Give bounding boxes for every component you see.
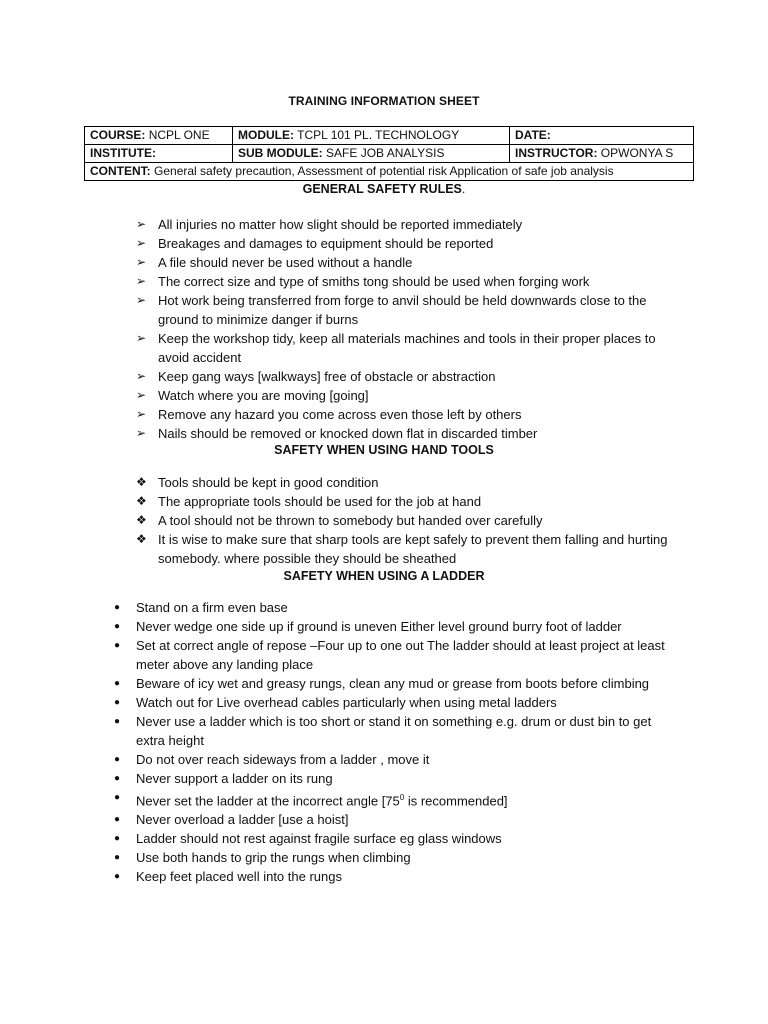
arrow-bullet-icon: ➢: [136, 369, 147, 383]
diamond-bullet-icon: ❖: [136, 532, 147, 546]
list-item-text: Breakages and damages to equipment should be reported: [158, 236, 494, 251]
dot-bullet-icon: ●: [114, 640, 121, 651]
diamond-bullet-icon: ❖: [136, 513, 147, 527]
arrow-bullet-icon: ➢: [136, 217, 147, 231]
list-item: [0, 234, 683, 253]
content-cell: [85, 163, 694, 181]
list-item-text: Ladder should not rest against fragile surface eg glass windows: [136, 831, 502, 847]
dot-bullet-icon: ●: [114, 814, 121, 826]
arrow-bullet-icon: ➢: [136, 407, 147, 421]
dot-bullet-icon: ●: [114, 792, 121, 803]
arrow-bullet-icon: ➢: [136, 293, 147, 307]
section-heading-ladder: SAFETY WHEN USING A LADDER: [283, 569, 485, 583]
course-label: COURSE:: [90, 128, 146, 142]
list-item-text: Watch where you are moving [going]: [158, 388, 369, 403]
arrow-bullet-icon: ➢: [136, 274, 147, 288]
dot-bullet-icon: ●: [114, 871, 121, 883]
instructor-value: OPWONYA S: [600, 146, 674, 160]
dot-bullet-icon: ●: [114, 716, 121, 727]
dot-bullet-icon: ●: [114, 852, 121, 864]
dot-bullet-icon: ●: [114, 621, 121, 632]
list-item: [0, 829, 683, 848]
dot-bullet-icon: ●: [114, 678, 121, 689]
list-item-text: Remove any hazard you come across even those left by others: [158, 407, 522, 422]
list-item: [0, 598, 683, 617]
list-item: [0, 867, 683, 886]
arrow-bullet-icon: ➢: [136, 426, 147, 440]
section-heading-hand-tools: SAFETY WHEN USING HAND TOOLS: [274, 443, 494, 457]
document-title: TRAINING INFORMATION SHEET: [288, 94, 480, 108]
table-row: [85, 127, 694, 145]
section-heading-general-safety: [0, 182, 768, 196]
date-label: DATE:: [515, 128, 551, 142]
degree-superscript: 0: [399, 793, 405, 802]
ladder-list: [0, 598, 683, 886]
list-item-text: Nails should be removed or knocked down flat in discarded timber: [158, 426, 538, 441]
submodule-label: SUB MODULE:: [238, 146, 323, 160]
list-item-text: The appropriate tools should be used for the job at hand: [158, 494, 482, 509]
list-item: [0, 386, 683, 405]
list-item-text: It is wise to make sure that sharp tools are kept safely to prevent them falling and hurting somebody. where possible they should be sheathed: [158, 532, 668, 566]
list-item-text: Keep the workshop tidy, keep all materials machines and tools in their proper places to avoid accident: [158, 331, 656, 365]
content-value: General safety precaution, Assessment of potential risk Application of safe job analysis: [154, 164, 614, 178]
arrow-bullet-icon: ➢: [136, 331, 147, 345]
list-item: [0, 750, 683, 769]
module-cell: [233, 127, 510, 145]
info-table: [84, 126, 694, 181]
list-item: [0, 848, 683, 867]
module-label: MODULE:: [238, 128, 294, 142]
submodule-value: SAFE JOB ANALYSIS: [326, 146, 445, 160]
dot-bullet-icon: ●: [114, 754, 121, 765]
institute-cell: [85, 145, 233, 163]
instructor-cell: [510, 145, 694, 163]
institute-label: INSTITUTE:: [90, 146, 156, 160]
diamond-bullet-icon: ❖: [136, 494, 147, 508]
dot-bullet-icon: ●: [114, 773, 121, 784]
list-item-text: The correct size and type of smiths tong should be used when forging work: [158, 274, 590, 289]
section-heading-text: GENERAL SAFETY RULES: [302, 182, 462, 196]
diamond-bullet-icon: ❖: [136, 475, 147, 489]
list-item-text-tail: is recommended]: [404, 793, 508, 809]
list-item: [0, 530, 683, 568]
list-item: [0, 788, 683, 810]
list-item: [0, 291, 683, 329]
list-item: [0, 636, 683, 674]
list-item: [0, 253, 683, 272]
course-value: NCPL ONE: [148, 128, 210, 142]
list-item-text: Keep feet placed well into the rungs: [136, 869, 342, 885]
list-item: [0, 617, 683, 636]
module-value: TCPL 101 PL. TECHNOLOGY: [297, 128, 460, 142]
list-item: [0, 693, 683, 712]
list-item: [0, 674, 683, 693]
dot-bullet-icon: ●: [114, 602, 121, 613]
list-item-text: Tools should be kept in good condition: [158, 475, 379, 490]
list-item-text: Stand on a firm even base: [136, 600, 288, 615]
list-item: [0, 511, 683, 530]
list-item: [0, 215, 683, 234]
list-item: [0, 329, 683, 367]
section-heading-suffix: .: [461, 182, 466, 196]
table-row: [85, 163, 694, 181]
submodule-cell: [233, 145, 510, 163]
list-item: [0, 272, 683, 291]
list-item: [0, 769, 683, 788]
list-item-text: Keep gang ways [walkways] free of obstacle or abstraction: [158, 369, 496, 384]
list-item: [0, 712, 683, 750]
list-item: [0, 405, 683, 424]
date-cell: [510, 127, 694, 145]
list-item-text: Never use a ladder which is too short or stand it on something e.g. drum or dust bin to get extra height: [136, 714, 652, 748]
general-safety-list: [0, 215, 683, 443]
dot-bullet-icon: ●: [114, 833, 121, 845]
list-item-text: A tool should not be thrown to somebody but handed over carefully: [158, 513, 543, 528]
list-item: [0, 424, 683, 443]
instructor-label: INSTRUCTOR:: [515, 146, 598, 160]
list-item-text: Set at correct angle of repose –Four up to one out The ladder should at least project at least meter above any landing place: [136, 638, 665, 672]
list-item-text: All injuries no matter how slight should be reported immediately: [158, 217, 523, 232]
content-label: CONTENT:: [90, 164, 151, 178]
table-row: [85, 145, 694, 163]
list-item-text: Never wedge one side up if ground is uneven Either level ground burry foot of ladder: [136, 619, 622, 634]
list-item: [0, 473, 683, 492]
hand-tools-list: [0, 473, 683, 568]
list-item-text: Watch out for Live overhead cables particularly when using metal ladders: [136, 695, 557, 710]
list-item: [0, 367, 683, 386]
dot-bullet-icon: ●: [114, 697, 121, 708]
list-item-text: A file should never be used without a handle: [158, 255, 413, 270]
list-item-text: Do not over reach sideways from a ladder , move it: [136, 752, 430, 767]
arrow-bullet-icon: ➢: [136, 236, 147, 250]
arrow-bullet-icon: ➢: [136, 388, 147, 402]
arrow-bullet-icon: ➢: [136, 255, 147, 269]
list-item: [0, 492, 683, 511]
list-item: [0, 810, 683, 829]
list-item-text: Use both hands to grip the rungs when climbing: [136, 850, 411, 866]
list-item-text: Beware of icy wet and greasy rungs, clean any mud or grease from boots before climbing: [136, 676, 650, 691]
list-item-text: Never set the ladder at the incorrect angle [75: [136, 793, 400, 809]
list-item-text: Never support a ladder on its rung: [136, 771, 333, 786]
course-cell: [85, 127, 233, 145]
list-item-text: Hot work being transferred from forge to anvil should be held downwards close to the ground to minimize danger if burns: [158, 293, 647, 327]
list-item-text: Never overload a ladder [use a hoist]: [136, 812, 349, 828]
